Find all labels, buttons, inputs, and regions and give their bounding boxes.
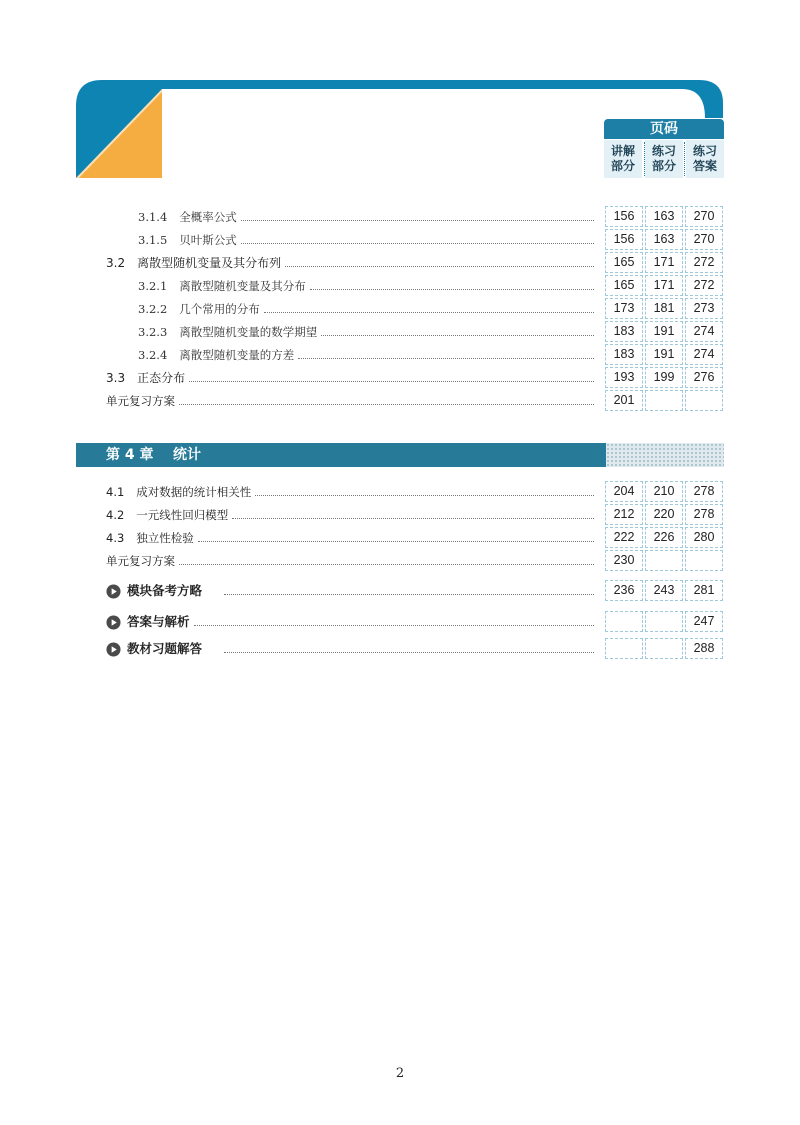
toc-entry [138, 298, 600, 320]
toc-entry [106, 252, 600, 274]
toc-entry [106, 638, 600, 660]
page-answer [685, 390, 723, 411]
page-answer: 274 [685, 344, 723, 365]
toc-row-answers[interactable] [0, 611, 800, 633]
play-arrow-icon [106, 615, 121, 630]
chapter-title: 第 4 章 统计 [106, 447, 201, 463]
toc-row-unit-review-4[interactable] [0, 550, 800, 572]
page-practice: 243 [645, 580, 683, 601]
column-header-line: 答案 [692, 159, 717, 173]
page-practice: 199 [645, 367, 683, 388]
page-practice: 191 [645, 344, 683, 365]
section-title: 一元线性回归模型 [136, 508, 229, 522]
leader-dots [264, 312, 594, 313]
page-lecture: 165 [605, 252, 643, 273]
column-header-line: 练习 [651, 144, 676, 158]
page-lecture: 230 [605, 550, 643, 571]
section-number: 4.3 [106, 531, 125, 545]
section-title: 离散型随机变量及其分布列 [137, 256, 282, 270]
toc-entry [106, 390, 600, 412]
page-answer: 273 [685, 298, 723, 319]
leader-dots [189, 381, 594, 382]
section-title: 全概率公式 [179, 210, 237, 224]
page-lecture: 165 [605, 275, 643, 296]
column-header-line: 部分 [610, 159, 635, 173]
toc-entry [138, 275, 600, 297]
leader-dots [241, 243, 594, 244]
page-answer: 280 [685, 527, 723, 548]
section-title: 独立性检验 [136, 531, 194, 545]
section-title: 单元复习方案 [106, 394, 175, 408]
page-number: 2 [395, 1066, 405, 1081]
page-cells [605, 206, 724, 227]
toc-row-4-3[interactable] [0, 527, 800, 549]
page-lecture: 204 [605, 481, 643, 502]
section-number: 3.2.2 [138, 302, 168, 316]
toc-row-unit-review-3[interactable] [0, 390, 800, 412]
page-practice: 191 [645, 321, 683, 342]
section-number: 3.2 [106, 256, 126, 270]
page-cells [605, 580, 724, 601]
page-lecture: 183 [605, 344, 643, 365]
page-practice [645, 550, 683, 571]
leader-dots [241, 220, 594, 221]
column-header-line: 部分 [651, 159, 676, 173]
toc-row-3-1-4[interactable] [0, 206, 800, 228]
leader-dots [310, 289, 594, 290]
leader-dots [179, 404, 594, 405]
play-arrow-icon [106, 642, 121, 657]
page-answer: 272 [685, 275, 723, 296]
leader-dots [194, 625, 594, 626]
toc-row-4-2[interactable] [0, 504, 800, 526]
section-title: 离散型随机变量的数学期望 [179, 325, 318, 339]
page-practice: 220 [645, 504, 683, 525]
toc-entry [106, 504, 600, 526]
leader-dots [298, 358, 594, 359]
page-lecture: 212 [605, 504, 643, 525]
page-lecture: 201 [605, 390, 643, 411]
page-lecture: 222 [605, 527, 643, 548]
page-answer [685, 550, 723, 571]
page-practice: 163 [645, 229, 683, 250]
section-title: 答案与解析 [127, 614, 190, 629]
page-practice: 171 [645, 252, 683, 273]
toc-entry [106, 580, 600, 602]
toc-entry [138, 344, 600, 366]
page-cells [605, 550, 724, 571]
leader-dots [224, 652, 594, 653]
page-lecture: 156 [605, 206, 643, 227]
section-title: 模块备考方略 [127, 583, 203, 598]
toc-entry [138, 206, 600, 228]
leader-dots [321, 335, 594, 336]
page-cells [605, 298, 724, 319]
toc-row-3-3[interactable] [0, 367, 800, 389]
toc-row-3-2-1[interactable] [0, 275, 800, 297]
section-title: 成对数据的统计相关性 [136, 485, 252, 499]
toc-row-3-2[interactable] [0, 252, 800, 274]
column-header-line: 练习 [692, 144, 717, 158]
section-title: 正态分布 [137, 371, 186, 385]
column-header-line: 讲解 [610, 144, 635, 158]
page-answer: 288 [685, 638, 723, 659]
toc-entry [106, 481, 600, 503]
page-lecture [605, 638, 643, 659]
page-answer: 272 [685, 252, 723, 273]
page-practice: 163 [645, 206, 683, 227]
section-title: 贝叶斯公式 [179, 233, 237, 247]
section-number: 4.2 [106, 508, 125, 522]
toc-entry [106, 527, 600, 549]
page-practice: 181 [645, 298, 683, 319]
page-cells [605, 504, 724, 525]
section-number: 3.2.4 [138, 348, 168, 362]
page-cells [605, 638, 724, 659]
leader-dots [198, 541, 594, 542]
section-title: 几个常用的分布 [179, 302, 260, 316]
toc-entry [106, 611, 600, 633]
toc-row-4-1[interactable] [0, 481, 800, 503]
page-practice [645, 638, 683, 659]
page-number-header-title: 页码 [604, 119, 724, 139]
page-practice: 226 [645, 527, 683, 548]
chapter-heading-bar[interactable] [76, 443, 724, 467]
page-cells [605, 321, 724, 342]
play-arrow-icon [106, 584, 121, 599]
page-practice: 171 [645, 275, 683, 296]
column-header-lecture [604, 140, 642, 178]
toc-entry [106, 367, 600, 389]
page-lecture: 236 [605, 580, 643, 601]
page-cells [605, 252, 724, 273]
leader-dots [285, 266, 594, 267]
column-divider [684, 142, 685, 176]
toc-entry [138, 229, 600, 251]
page-cells [605, 390, 724, 411]
page-answer: 278 [685, 504, 723, 525]
page-answer: 247 [685, 611, 723, 632]
toc-row-3-2-2[interactable] [0, 298, 800, 320]
column-header-practice [645, 140, 683, 178]
toc-row-exam-strategy[interactable] [0, 580, 800, 602]
toc-entry [138, 321, 600, 343]
section-number: 3.1.4 [138, 210, 168, 224]
page-cells [605, 611, 724, 632]
section-number: 3.2.3 [138, 325, 168, 339]
section-title: 离散型随机变量及其分布 [179, 279, 306, 293]
page-practice: 210 [645, 481, 683, 502]
leader-dots [232, 518, 594, 519]
page-answer: 270 [685, 229, 723, 250]
section-number: 3.2.1 [138, 279, 168, 293]
page-practice [645, 390, 683, 411]
toc-entry [106, 550, 600, 572]
toc-row-3-2-4[interactable] [0, 344, 800, 366]
leader-dots [255, 495, 594, 496]
page-cells [605, 229, 724, 250]
page-lecture: 193 [605, 367, 643, 388]
page-cells [605, 367, 724, 388]
page-answer: 281 [685, 580, 723, 601]
page-number-header [604, 119, 724, 180]
page-lecture: 156 [605, 229, 643, 250]
page-answer: 274 [685, 321, 723, 342]
section-title: 单元复习方案 [106, 554, 175, 568]
page-lecture [605, 611, 643, 632]
section-number: 3.1.5 [138, 233, 168, 247]
toc-row-textbook-solutions[interactable] [0, 638, 800, 660]
section-number: 4.1 [106, 485, 125, 499]
page-lecture: 183 [605, 321, 643, 342]
page-practice [645, 611, 683, 632]
page-answer: 276 [685, 367, 723, 388]
page-cells [605, 344, 724, 365]
leader-dots [224, 594, 594, 595]
chapter-heading-pattern [606, 443, 724, 467]
section-title: 离散型随机变量的方差 [179, 348, 295, 362]
leader-dots [179, 564, 594, 565]
page-answer: 278 [685, 481, 723, 502]
page-answer: 270 [685, 206, 723, 227]
page-lecture: 173 [605, 298, 643, 319]
toc-row-3-1-5[interactable] [0, 229, 800, 251]
section-title: 教材习题解答 [127, 641, 203, 656]
toc-row-3-2-3[interactable] [0, 321, 800, 343]
page-cells [605, 275, 724, 296]
section-number: 3.3 [106, 371, 126, 385]
column-header-answers [686, 140, 724, 178]
page-cells [605, 527, 724, 548]
page-cells [605, 481, 724, 502]
